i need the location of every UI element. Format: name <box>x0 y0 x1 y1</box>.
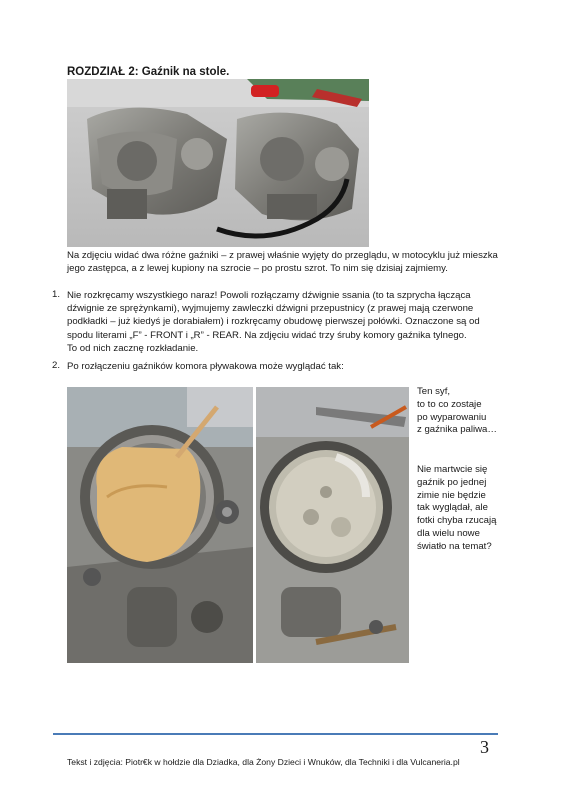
side-note-line: zimie nie będzie <box>417 489 486 501</box>
float-chamber-photo-left <box>67 387 253 663</box>
chapter-title: ROZDZIAŁ 2: Gaźnik na stole. <box>67 66 230 78</box>
side-note <box>417 464 507 554</box>
list-line: To od nich zacznę rozkładanie. <box>67 342 199 354</box>
side-note <box>417 386 507 437</box>
list-item-number: 1. <box>52 289 61 300</box>
list-line: podkładki – już kiedyś je dorabiałem) i rozkręcamy obudowę pierwszej połówki. Oznaczone są od <box>67 316 480 328</box>
list-line: spodu literami „F” - FRONT i „R” - REAR. Na zdjęciu widać trzy śruby komory gaźnika tylnego. <box>67 329 467 341</box>
caption-line: Na zdjęciu widać dwa różne gaźniki – z prawej właśnie wyjęty do przeglądu, w motocyklu już mieszka <box>67 250 498 261</box>
footer-rule <box>53 733 498 735</box>
list-item-text <box>67 289 497 355</box>
side-note-line: dla wielu nowe <box>417 527 480 539</box>
side-note-line: światło na temat? <box>417 540 492 552</box>
list-line: Nie rozkręcamy wszystkiego naraz! Powoli rozłączamy dźwignie ssania (to ta szprycha łącząca <box>67 290 471 301</box>
carburetors-photo <box>67 79 369 247</box>
list-item-text <box>67 360 497 373</box>
footer-text: Tekst i zdjęcia: Piotr€k w hołdzie dla Dziadka, dla Żony Dzieci i Wnuków, dla Techniki i dla Vulcaneria.pl <box>67 757 460 767</box>
list-line: Po rozłączeniu gaźników komora pływakowa może wyglądać tak: <box>67 361 344 372</box>
list-line: dźwignie ze sprężynkami), wyjmujemy zawleczki dźwigni przepustnicy (z prawej mają czerwone <box>67 303 474 315</box>
side-note-line: Ten syf, <box>417 386 451 397</box>
side-note-line: gaźnik po jednej <box>417 476 487 488</box>
side-note-line: z gaźnika paliwa… <box>417 424 497 436</box>
side-note-line: Nie martwcie się <box>417 464 488 475</box>
page-number: 3 <box>480 737 489 757</box>
side-note-line: to to co zostaje <box>417 398 482 410</box>
photo-caption <box>67 249 503 275</box>
side-note-line: po wyparowaniu <box>417 411 487 423</box>
side-note-line: tak wyglądał, ale <box>417 502 488 514</box>
list-item-number: 2. <box>52 360 61 371</box>
caption-line: jego zastępca, a z lewej kupiony na szrocie – po prostu szrot. To nim się dzisiaj zajmiemy. <box>67 263 448 274</box>
float-chamber-photo-right <box>256 387 409 663</box>
side-note-line: fotki chyba rzucają <box>417 515 497 527</box>
